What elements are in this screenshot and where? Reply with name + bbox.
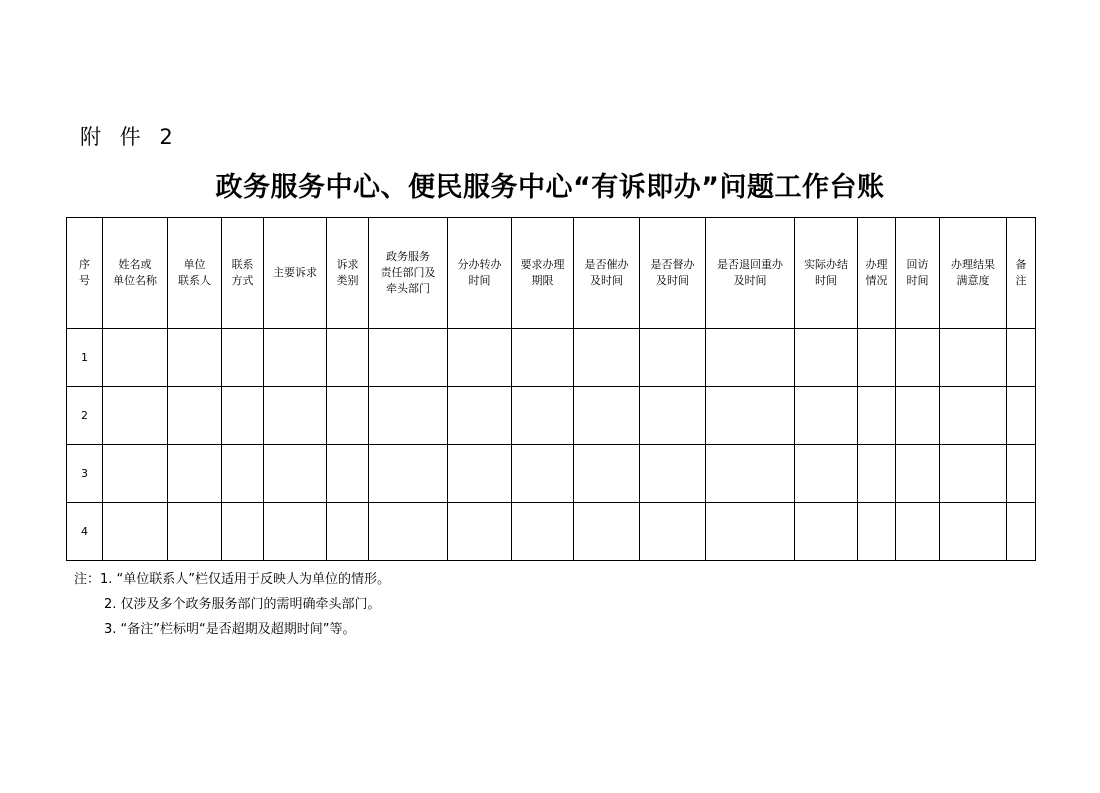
- col-header-handling-status: 办理 情况: [858, 218, 896, 329]
- document-title: 政务服务中心、便民服务中心“有诉即办”问题工作台账: [215, 172, 885, 203]
- table-cell: [327, 445, 369, 503]
- table-cell: [512, 445, 574, 503]
- table-cell: [640, 387, 706, 445]
- table-cell: [448, 387, 512, 445]
- table-cell: [574, 445, 640, 503]
- col-header-contact-method: 联系 方式: [222, 218, 264, 329]
- table-cell: [327, 329, 369, 387]
- table-cell: [940, 329, 1007, 387]
- table-cell: [327, 387, 369, 445]
- table-cell: [640, 445, 706, 503]
- col-header-urged: 是否催办 及时间: [574, 218, 640, 329]
- notes-section: [74, 567, 390, 642]
- table-cell: [940, 387, 1007, 445]
- table-cell: [512, 503, 574, 561]
- table-cell: [858, 329, 896, 387]
- row-number: 2: [67, 387, 103, 445]
- table-cell: [574, 503, 640, 561]
- header-row: [67, 218, 1036, 329]
- table-cell: [795, 503, 858, 561]
- table-cell: [264, 503, 327, 561]
- table-cell: [1007, 445, 1036, 503]
- table-cell: [103, 503, 168, 561]
- table-row: [67, 387, 1036, 445]
- row-number: 4: [67, 503, 103, 561]
- table-cell: [706, 387, 795, 445]
- col-header-responsible-dept: 政务服务 责任部门及 牵头部门: [369, 218, 448, 329]
- table-cell: [222, 387, 264, 445]
- table-cell: [795, 445, 858, 503]
- table-cell: [1007, 503, 1036, 561]
- col-header-returned: 是否退回重办 及时间: [706, 218, 795, 329]
- col-header-serial: 序 号: [67, 218, 103, 329]
- table-cell: [858, 503, 896, 561]
- table-cell: [103, 387, 168, 445]
- col-header-deadline: 要求办理 期限: [512, 218, 574, 329]
- col-header-main-appeal: 主要诉求: [264, 218, 327, 329]
- table-cell: [896, 503, 940, 561]
- table-cell: [448, 329, 512, 387]
- col-header-remarks: 备 注: [1007, 218, 1036, 329]
- table-row: [67, 503, 1036, 561]
- table-cell: [168, 445, 222, 503]
- table-cell: [512, 329, 574, 387]
- table-cell: [1007, 329, 1036, 387]
- table-cell: [369, 329, 448, 387]
- table-cell: [640, 503, 706, 561]
- attachment-label: 附 件 2: [80, 125, 179, 149]
- table-cell: [940, 503, 1007, 561]
- table-cell: [896, 329, 940, 387]
- table-cell: [706, 329, 795, 387]
- table-cell: [369, 445, 448, 503]
- table-cell: [327, 503, 369, 561]
- note-2: 2. 仅涉及多个政务服务部门的需明确牵头部门。: [104, 597, 381, 612]
- table-cell: [940, 445, 1007, 503]
- row-number: 3: [67, 445, 103, 503]
- table-cell: [1007, 387, 1036, 445]
- table-cell: [103, 329, 168, 387]
- table-cell: [222, 445, 264, 503]
- table-cell: [574, 387, 640, 445]
- note-3: 3. “备注”栏标明“是否超期及超期时间”等。: [104, 622, 356, 637]
- table-cell: [264, 445, 327, 503]
- table-cell: [264, 387, 327, 445]
- table-cell: [896, 387, 940, 445]
- col-header-supervised: 是否督办 及时间: [640, 218, 706, 329]
- row-number: 1: [67, 329, 103, 387]
- col-header-followup-time: 回访 时间: [896, 218, 940, 329]
- table-cell: [448, 503, 512, 561]
- table-cell: [795, 387, 858, 445]
- table-cell: [168, 329, 222, 387]
- table-cell: [706, 503, 795, 561]
- table-cell: [896, 445, 940, 503]
- table-cell: [222, 329, 264, 387]
- col-header-name: 姓名或 单位名称: [103, 218, 168, 329]
- table-cell: [706, 445, 795, 503]
- table-cell: [795, 329, 858, 387]
- col-header-completed-time: 实际办结 时间: [795, 218, 858, 329]
- col-header-satisfaction: 办理结果 满意度: [940, 218, 1007, 329]
- table-cell: [574, 329, 640, 387]
- table-cell: [168, 503, 222, 561]
- table-cell: [369, 387, 448, 445]
- col-header-appeal-category: 诉求 类别: [327, 218, 369, 329]
- table-cell: [448, 445, 512, 503]
- table-cell: [369, 503, 448, 561]
- col-header-contact-person: 单位 联系人: [168, 218, 222, 329]
- table-row: [67, 445, 1036, 503]
- table-cell: [858, 445, 896, 503]
- table-cell: [512, 387, 574, 445]
- col-header-assign-time: 分办转办 时间: [448, 218, 512, 329]
- table-cell: [168, 387, 222, 445]
- table-cell: [640, 329, 706, 387]
- note-1: 注：1. “单位联系人”栏仅适用于反映人为单位的情形。: [74, 572, 391, 587]
- table-cell: [264, 329, 327, 387]
- ledger-table: [66, 217, 1036, 561]
- table-row: [67, 329, 1036, 387]
- table-cell: [858, 387, 896, 445]
- table-cell: [222, 503, 264, 561]
- table-cell: [103, 445, 168, 503]
